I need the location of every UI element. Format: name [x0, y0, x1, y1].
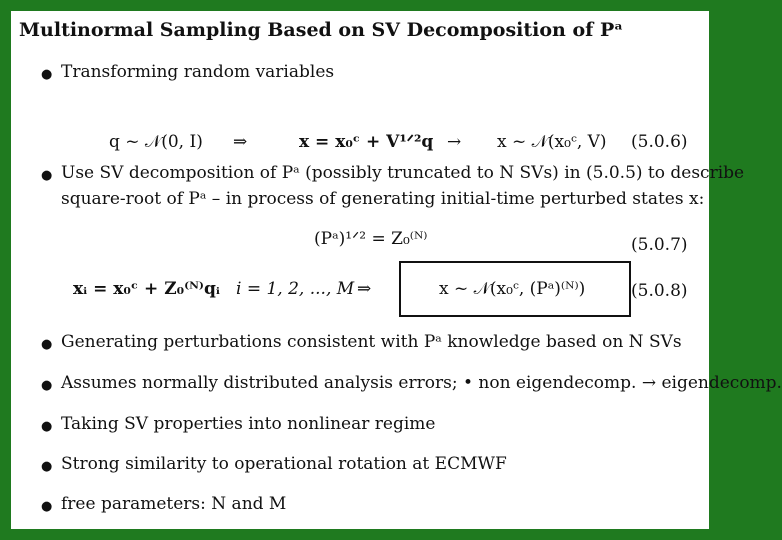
equation-index-range: i = 1, 2, ..., M [236, 279, 355, 299]
maps-arrow: → [447, 132, 462, 152]
bullet-marker: ● [41, 499, 53, 514]
bullet-text-continued: square-root of Pᵃ – in process of generating initial-time perturbed states x: [61, 189, 705, 209]
equation-xi: xᵢ = x₀ᶜ + Z₀⁽ᴺ⁾qᵢ [73, 279, 220, 299]
bullet-marker: ● [41, 67, 53, 82]
bullet-text: Strong similarity to operational rotation at ECMWF [61, 454, 507, 474]
bullet-text: free parameters: N and M [61, 494, 287, 514]
bullet-text: Taking SV properties into nonlinear regime [61, 414, 436, 434]
bullet-marker: ● [41, 378, 53, 393]
bullet-marker: ● [41, 459, 53, 474]
equation-number: (5.0.6) [631, 132, 688, 152]
bullet-text: Generating perturbations consistent with Pᵃ knowledge based on N SVs [61, 332, 682, 352]
bullet-marker: ● [41, 419, 53, 434]
equation-x-normal: x ~ 𝒩(x₀ᶜ, V) [497, 132, 607, 152]
bullet-marker: ● [41, 168, 53, 183]
bullet-text: Assumes normally distributed analysis errors; • non eigendecomp. → eigendecomp. [61, 373, 782, 393]
equation-number: (5.0.7) [631, 235, 688, 255]
equation-x-normal-pa: x ~ 𝒩(x₀ᶜ, (Pᵃ)⁽ᴺ⁾) [439, 279, 586, 299]
slide-page [11, 11, 782, 529]
equation-x-transform: x = x₀ᶜ + V¹ᐟ²q [299, 132, 434, 152]
implies-arrow: ⇒ [357, 279, 372, 299]
bullet-marker: ● [41, 337, 53, 352]
equation-sqrt-pa: (Pᵃ)¹ᐟ² = Z₀⁽ᴺ⁾ [314, 229, 428, 249]
implies-arrow: ⇒ [233, 132, 248, 152]
equation-q-normal: q ~ 𝒩(0, I) [109, 132, 203, 152]
bullet-text: Transforming random variables [61, 62, 335, 82]
bullet-text: Use SV decomposition of Pᵃ (possibly truncated to N SVs) in (5.0.5) to describe [61, 163, 745, 183]
equation-number: (5.0.8) [631, 281, 688, 301]
slide-title: Multinormal Sampling Based on SV Decomposition of Pᵃ [19, 19, 624, 41]
